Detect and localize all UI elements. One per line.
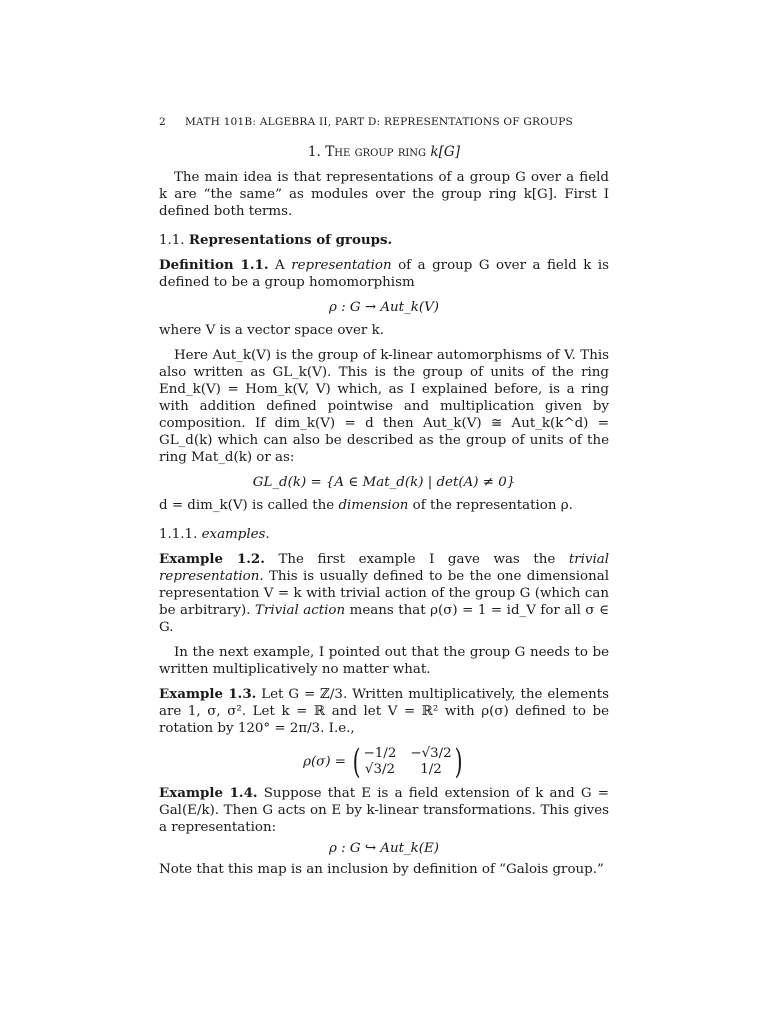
example-1-4-label: Example 1.4. [159, 785, 258, 801]
example-1-3-text: Let G = ℤ/3. Written multiplicatively, the elements are 1, σ, σ². Let k = ℝ and let V = ℝ² with ρ(σ) defined to be rotation by 120° = 2π/3. I.e., [159, 687, 609, 736]
example-1-3-label: Example 1.3. [159, 686, 257, 702]
page-body [159, 114, 609, 886]
example-1-2-text-b: This is usually defined to be the one dimensional representation V = k with trivial action of the group G (which can be arbitrary). [159, 569, 609, 618]
gl-display-equation: GL_d(k) = {A ∈ Mat_d(k) | det(A) ≠ 0} [252, 475, 516, 490]
subsubsection-title: examples. [201, 527, 270, 542]
galois-display-equation: ρ : G ↪ Aut_k(E) [328, 841, 440, 856]
rotation-matrix-equation [159, 742, 609, 782]
dimension-term: dimension [338, 498, 409, 513]
subsection-number: 1.1. [159, 233, 185, 248]
dimension-text-a: d = dim_k(V) is called the [159, 498, 335, 513]
subsection-heading [159, 232, 609, 249]
definition-label: Definition 1.1. [159, 257, 269, 273]
example-1-4 [159, 785, 609, 836]
matrix-entries [364, 746, 452, 778]
example-1-3 [159, 686, 609, 737]
example-1-2-text-c: means that ρ(σ) = 1 = id_V for all σ ∈ G. [159, 603, 609, 635]
example-1-2-term: trivial representation. [159, 552, 609, 584]
running-title: MATH 101B: ALGEBRA II, PART D: REPRESENTATIONS OF GROUPS [185, 116, 573, 128]
next-example-paragraph: In the next example, I pointed out that the group G needs to be written multiplicatively no matter what. [159, 645, 609, 677]
intro-paragraph: The main idea is that representations of a group G over a field k are “the same” as modules over the group ring k[G]. First I defined both terms. [159, 170, 609, 219]
subsubsection-heading [159, 526, 609, 543]
dimension-text-b: of the representation ρ. [412, 498, 573, 513]
matrix-entry: −1/2 [363, 746, 397, 761]
subsection-title: Representations of groups. [188, 232, 393, 248]
example-1-4-text: Suppose that E is a field extension of k and G = Gal(E/k). Then G acts on E by k-linear transformations. This gives a representation: [159, 786, 610, 835]
definition-1-1 [159, 257, 609, 291]
page-number: 2 [159, 116, 166, 128]
subsubsection-number: 1.1.1. [159, 527, 198, 542]
matrix-entry: −√3/2 [410, 746, 452, 761]
aut-paragraph: Here Aut_k(V) is the group of k-linear automorphisms of V. This also written as GL_k(V). This is the group of units of the ring End_k(V) = Hom_k(V, V) which, as I explained before, is a ring with addition defined pointwise and multiplication given by composition. If dim_k(V) = d then Aut_k(V) ≅ Aut_k(k^d) = GL_d(k) which can also be described as the group of units of the ring Mat_d(k) or as: [159, 348, 609, 465]
matrix-entry: √3/2 [364, 762, 395, 777]
left-paren: ( [352, 742, 361, 782]
example-1-2-text-a: The first example I gave was the [278, 552, 556, 567]
galois-note: Note that this map is an inclusion by definition of “Galois group.” [159, 862, 604, 877]
definition-after: where V is a vector space over k. [159, 323, 384, 338]
example-1-2-label: Example 1.2. [159, 551, 265, 567]
definition-text-b: of a group G over a field k is defined to be a group homomorphism [159, 258, 609, 290]
rotation-matrix [350, 742, 465, 782]
matrix-entry: 1/2 [420, 762, 442, 777]
definition-text-a: A [275, 258, 285, 273]
example-1-2 [159, 551, 609, 636]
matrix-lhs: ρ(σ) = [303, 754, 347, 770]
definition-term: representation [291, 258, 392, 273]
section-title-text: The group ring [325, 144, 427, 160]
right-paren: ) [454, 742, 463, 782]
example-1-2-term2: Trivial action [255, 603, 346, 618]
dimension-sentence [159, 497, 609, 514]
section-title [159, 144, 609, 161]
running-header [159, 114, 609, 134]
definition-display-equation: ρ : G → Aut_k(V) [329, 300, 439, 315]
section-title-math: k[G] [430, 144, 461, 160]
section-number: 1. [307, 144, 321, 160]
